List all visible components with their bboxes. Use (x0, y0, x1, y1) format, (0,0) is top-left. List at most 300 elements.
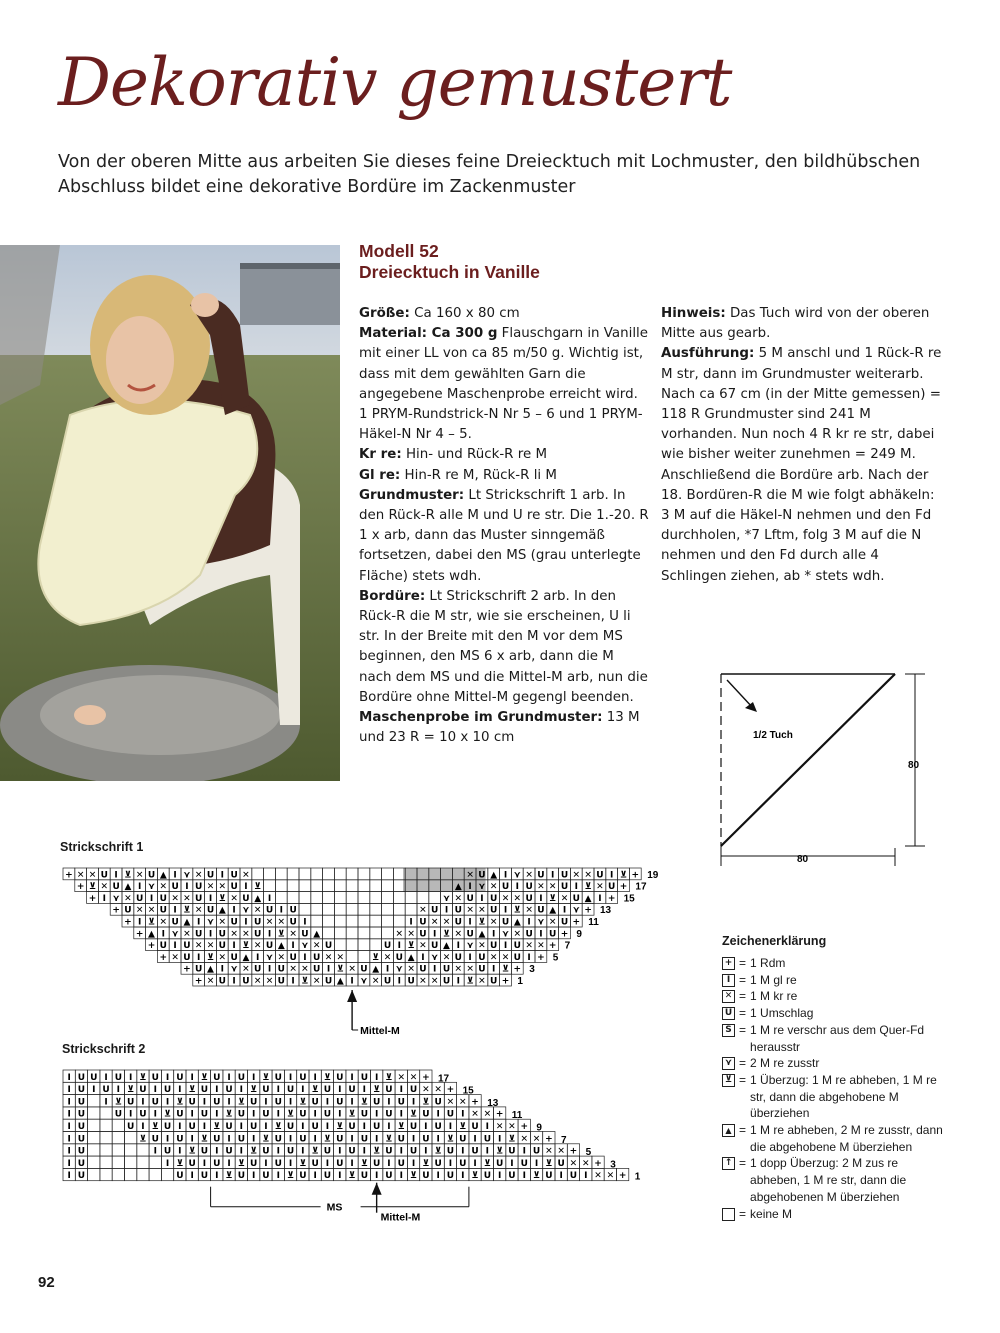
chart-symbol: U (557, 1158, 565, 1169)
chart-symbol: ⊻ (299, 1158, 307, 1169)
chart-cell (346, 939, 358, 951)
chart-symbol: U (360, 1134, 369, 1145)
chart-symbol: + (194, 976, 203, 987)
chart-symbol: U (501, 917, 510, 928)
chart-cell (299, 880, 311, 892)
chart-symbol: I (468, 917, 472, 928)
chart-symbol: ⊻ (262, 1134, 270, 1145)
chart-symbol: U (324, 941, 333, 952)
chart-symbol: U (419, 929, 427, 940)
chart-symbol: U (126, 1122, 135, 1132)
chart-symbol: U (286, 1122, 295, 1132)
ssk-symbol-icon: ⊻ (722, 1074, 735, 1087)
chart-symbol: U (100, 870, 108, 881)
chart-cell (112, 1132, 124, 1144)
chart-symbol: U (490, 941, 498, 952)
chart1-title: Strickschrift 1 (60, 840, 144, 854)
chart-symbol: U (195, 882, 203, 893)
row-number: 17 (635, 881, 647, 893)
chart-symbol: I (227, 1097, 231, 1108)
chart-symbol: U (151, 1097, 159, 1108)
chart-symbol: + (135, 929, 144, 940)
chart-symbol: U (385, 1109, 393, 1120)
chart-symbol: ✕ (596, 882, 604, 893)
chart-symbol: U (313, 952, 321, 963)
row-number: 17 (438, 1073, 450, 1085)
chart-symbol: ⊻ (397, 1122, 405, 1132)
chart-symbol: U (151, 1072, 159, 1083)
double-dec-symbol-icon: ↑ (722, 1157, 735, 1170)
chart-cell (334, 868, 346, 880)
chart-symbol: ✕ (206, 941, 215, 952)
chart-symbol: I (67, 1134, 71, 1145)
legend-item (722, 955, 947, 972)
chart-symbol: ✕ (301, 964, 309, 975)
chart-symbol: U (572, 893, 580, 904)
chart-symbol: U (124, 905, 132, 916)
chart-cell (370, 927, 382, 939)
chart-symbol: U (274, 1072, 282, 1083)
chart-symbol: I (215, 1109, 219, 1120)
equals-sign: = (739, 1056, 747, 1071)
chart-symbol: I (461, 1171, 465, 1182)
chart-symbol: + (88, 893, 97, 904)
chart-symbol: U (360, 1171, 369, 1182)
chart-symbol: U (218, 941, 226, 952)
chart-symbol: I (436, 1171, 440, 1182)
chart-cell (405, 903, 417, 915)
chart-symbol: I (288, 1097, 293, 1108)
shawl-schematic (705, 660, 945, 870)
chart-cell (311, 915, 323, 927)
chart-symbol: I (473, 1134, 477, 1145)
chart-symbol: U (409, 1146, 418, 1157)
chart-symbol: ✕ (265, 917, 274, 928)
chart-symbol: U (195, 893, 203, 904)
chart-symbol: + (607, 893, 616, 904)
chart-symbol: ⊻ (422, 1158, 430, 1169)
chart-symbol: U (336, 1097, 344, 1108)
chart-symbol: U (102, 1085, 110, 1096)
chart-symbol: U (159, 941, 167, 952)
chart-symbol: U (112, 882, 120, 893)
chart-cell (125, 1168, 137, 1180)
chart-symbol: I (313, 1072, 317, 1083)
chart-cell (311, 868, 323, 880)
chart-symbol: U (159, 905, 167, 916)
chart-symbol: U (336, 1158, 344, 1169)
chart-symbol: I (220, 870, 224, 881)
chart-symbol: U (545, 1171, 553, 1182)
chart-symbol: ✕ (501, 893, 510, 904)
chart-symbol: U (242, 893, 250, 904)
chart-symbol: U (532, 1146, 541, 1157)
chart-symbol: U (265, 941, 274, 952)
chart-symbol: I (461, 1146, 465, 1157)
legend-text: 1 dopp Überzug: 2 M zus re abheben, 1 M re str, dann die abgehobenen M überziehen (750, 1156, 907, 1204)
chart-symbol: I (598, 893, 602, 904)
chart-symbol: U (77, 1097, 86, 1108)
chart-symbol: U (77, 1085, 86, 1096)
sk2p-symbol-icon: ▲ (722, 1124, 735, 1137)
chart-symbol: I (264, 1158, 268, 1169)
chart-symbol: U (77, 1109, 86, 1120)
chart-symbol: U (139, 1085, 147, 1096)
chart-symbol: U (188, 1158, 196, 1169)
legend-text: 1 M kr re (750, 989, 798, 1004)
chart-cell (149, 1168, 161, 1180)
row-number: 3 (529, 964, 535, 976)
chart-symbol: ⊻ (262, 1072, 270, 1083)
legend (722, 955, 947, 1222)
legend-item (722, 1055, 947, 1072)
chart-symbol: I (104, 1072, 108, 1083)
chart-symbol: I (202, 1097, 207, 1108)
chart-cell (299, 892, 311, 904)
chart-symbol: I (325, 1097, 330, 1108)
chart-symbol: ⊻ (299, 1097, 307, 1108)
chart-symbol: U (431, 905, 439, 916)
chart-symbol: ▲ (277, 941, 285, 952)
chart-symbol: U (183, 952, 191, 963)
chart-cell (346, 892, 358, 904)
chart-symbol: U (230, 952, 238, 963)
chart-symbol: U (176, 1171, 184, 1182)
chart-symbol: U (348, 1146, 356, 1157)
chart-cell (161, 1168, 173, 1180)
chart-symbol: ✕ (348, 964, 356, 975)
chart-symbol: ⊻ (301, 976, 309, 987)
chart-symbol: ✕ (584, 870, 592, 881)
chart-symbol: I (584, 1171, 588, 1182)
chart-symbol: U (478, 870, 486, 881)
chart-symbol: I (411, 1134, 416, 1145)
twisted-symbol-icon: S (722, 1024, 735, 1037)
chart-symbol: U (249, 1097, 258, 1108)
chart-symbol: I (276, 1146, 280, 1157)
chart-symbol: I (350, 976, 354, 987)
chart-symbol: U (188, 1097, 196, 1108)
chart-symbol: ✕ (537, 941, 545, 952)
chart-symbol: ⊻ (360, 1097, 369, 1108)
chart-symbol: I (301, 1122, 305, 1132)
chart-symbol: ✕ (454, 893, 463, 904)
chart-symbol: ⊻ (237, 1158, 246, 1169)
chart-symbol: ⋎ (572, 905, 580, 916)
chart-symbol: ✕ (525, 941, 533, 952)
chart-symbol: I (251, 1072, 256, 1083)
chart-symbol: ✕ (336, 952, 345, 963)
chart-symbol: ✕ (548, 917, 557, 928)
chart-symbol: I (279, 905, 283, 916)
chart-cell (382, 915, 394, 927)
chart-symbol: ⊻ (311, 1085, 319, 1096)
chart-symbol: U (163, 1122, 172, 1132)
chart-symbol: ⊻ (409, 1109, 418, 1120)
legend-text: 1 M re verschr aus dem Quer-Fd herausstr (750, 1022, 925, 1054)
chart-symbol: U (286, 1085, 295, 1096)
chart-symbol: I (374, 1134, 379, 1145)
chart-symbol: U (254, 929, 262, 940)
chart-symbol: ⊻ (508, 1134, 516, 1145)
equals-sign: = (739, 989, 747, 1004)
chart-symbol: U (596, 870, 604, 881)
chart-symbol: I (527, 917, 531, 928)
chart-symbol: U (385, 1146, 393, 1157)
row-number: 7 (564, 940, 571, 952)
chart-symbol: ⊻ (409, 1171, 418, 1182)
chart-symbol: I (534, 1158, 539, 1169)
chart-symbol: ✕ (454, 929, 463, 940)
chart-symbol: ✕ (466, 964, 474, 975)
chart-symbol: U (77, 1146, 86, 1157)
chart-symbol: U (422, 1171, 430, 1182)
chart-symbol: I (138, 882, 142, 893)
chart-symbol: U (466, 929, 474, 940)
chart-symbol: I (288, 1134, 293, 1145)
chart-symbol: ⊻ (323, 1072, 332, 1083)
chart-symbol: I (374, 1171, 379, 1182)
k2tog-symbol-icon: ⋎ (722, 1057, 735, 1070)
chart-symbol: I (497, 1134, 502, 1145)
chart-symbol: U (230, 882, 238, 893)
chart-symbol: I (350, 1158, 354, 1169)
chart-symbol: I (562, 905, 567, 916)
chart-symbol: ▲ (478, 929, 486, 940)
chart-symbol: ✕ (194, 941, 203, 952)
chart-symbol: I (350, 1134, 354, 1145)
chart-symbol: U (200, 1085, 209, 1096)
chart-cell (264, 880, 276, 892)
chart-symbol: I (399, 1109, 403, 1120)
chart-symbol: U (471, 1122, 479, 1132)
chart-symbol: U (348, 1085, 356, 1096)
chart-symbol: ⋎ (537, 917, 545, 928)
chart-symbol: ⊻ (372, 1146, 381, 1157)
chart-symbol: I (350, 1097, 354, 1108)
chart-symbol: ⊻ (254, 882, 262, 893)
chart-cell (311, 903, 323, 915)
paragraph: Ausführung: 5 M anschl und 1 Rück-R re M str, dann im Grundmuster weiterarb. Nach ca 67 cm (in der Mitte gemessen) = 118 R Grundmuster sind 241 M vorhanden. Nun noch 4 R kr re str, dabei wie bisher weiter zunehmen = 249 M. Anschließend die Bordüre arb. Nach der 18. Bordüren-R die M wie folgt abhäkeln: 3 M auf die Häkel-N nehmen und den Fd durchholen, *7 Lftm, folg 3 M auf die N nehmen und den Fd durch alle 4 Schlingen ziehen, ab * stets wdh. (661, 346, 942, 584)
chart-symbol: ✕ (572, 870, 581, 881)
chart-symbol: ✕ (489, 952, 498, 963)
chart-symbol: U (230, 870, 238, 881)
chart-symbol: I (232, 976, 236, 987)
chart-symbol: I (239, 1122, 244, 1132)
chart-symbol: ✕ (194, 905, 203, 916)
chart-symbol: I (313, 1134, 317, 1145)
chart-symbol: I (202, 1158, 207, 1169)
chart-symbol: U (385, 1085, 393, 1096)
chart-symbol: I (338, 1109, 342, 1120)
chart-symbol: + (548, 941, 557, 952)
chart-symbol: U (525, 893, 533, 904)
chart-symbol: + (631, 870, 640, 881)
chart-symbol: + (471, 1097, 479, 1108)
chart-symbol: U (289, 905, 297, 916)
chart-symbol: ⊻ (237, 1097, 246, 1108)
row-number: 15 (623, 893, 635, 905)
chart-symbol: I (399, 1171, 403, 1182)
chart-symbol: I (178, 1122, 182, 1132)
chart-symbol: ✕ (230, 893, 238, 904)
chart-symbol: I (128, 1072, 133, 1083)
chart-symbol: + (76, 882, 85, 893)
chart-symbol: I (197, 952, 201, 963)
chart-symbol: U (434, 1158, 442, 1169)
chart-symbol: ✕ (520, 1134, 529, 1145)
chart-cell (417, 892, 429, 904)
chart-symbol: ✕ (513, 893, 522, 904)
paragraph: Material: Ca 300 g Flauschgarn in Vanille mit einer LL von ca 85 m/50 g. Wichtig ist, dass mit dem gewählten Garn die angegebene Maschenprobe erreicht wird. (359, 326, 648, 402)
chart-symbol: ✕ (277, 952, 286, 963)
chart-symbol: I (303, 952, 307, 963)
chart-symbol: + (619, 882, 628, 893)
chart-symbol: ✕ (466, 870, 474, 881)
equals-sign: = (739, 1072, 747, 1087)
chart-symbol: U (159, 893, 167, 904)
chart-symbol: U (569, 1171, 578, 1182)
chart-symbol: U (560, 882, 569, 893)
chart-symbol: ⊻ (311, 1146, 319, 1157)
chart-symbol: ✕ (88, 870, 97, 881)
chart-cell (287, 880, 299, 892)
chart-symbol: ✕ (446, 1097, 455, 1108)
chart-symbol: U (277, 964, 285, 975)
chart-symbol: ⊻ (274, 1122, 282, 1132)
chart-symbol: I (116, 1085, 121, 1096)
paragraph: Hinweis: Das Tuch wird von der oberen Mitte aus gearb. (661, 306, 930, 342)
chart-symbol: ⊻ (151, 1122, 159, 1132)
chart-symbol: ✕ (606, 1171, 615, 1182)
chart-cell (323, 892, 335, 904)
chart-symbol: U (323, 1171, 332, 1182)
chart-symbol: I (267, 929, 272, 940)
chart-symbol: U (501, 882, 510, 893)
chart-symbol: ⋎ (147, 882, 156, 893)
chart-symbol: I (197, 917, 201, 928)
chart-symbol: I (468, 882, 472, 893)
equals-sign: = (739, 972, 747, 987)
garter-symbol-icon: ✕ (722, 990, 735, 1003)
chart-symbol: ✕ (206, 882, 215, 893)
chart-symbol: ⋎ (501, 929, 510, 940)
chart-symbol: ✕ (478, 941, 486, 952)
no-stitch-symbol-icon (722, 1208, 735, 1221)
chart-symbol: ✕ (218, 917, 227, 928)
chart-cell (346, 951, 358, 963)
chart-symbol: ⊻ (545, 1158, 553, 1169)
chart-symbol: U (471, 1146, 479, 1157)
chart-symbol: ✕ (159, 917, 168, 928)
chart-symbol: ✕ (419, 941, 427, 952)
chart-symbol: ▲ (454, 882, 462, 893)
chart-symbol: I (173, 941, 177, 952)
chart-symbol: I (67, 1085, 71, 1096)
chart-symbol: ✕ (501, 952, 510, 963)
chart-symbol: U (336, 1072, 344, 1083)
chart-symbol: U (525, 929, 533, 940)
chart-symbol: ✕ (147, 905, 156, 916)
chart-symbol: ⊻ (584, 882, 592, 893)
chart-symbol: ⊻ (277, 929, 285, 940)
chart-symbol: I (397, 976, 401, 987)
chart-symbol: U (360, 1109, 369, 1120)
chart-symbol: + (560, 929, 569, 940)
chart-symbol: I (338, 1171, 342, 1182)
chart-symbol: I (178, 1146, 182, 1157)
chart-symbol: + (124, 917, 132, 928)
chart-symbol: I (448, 1122, 453, 1132)
chart-cell (112, 1168, 124, 1180)
chart-symbol: ✕ (407, 929, 415, 940)
row-number: 9 (536, 1122, 542, 1134)
chart-symbol: ▲ (124, 882, 132, 893)
chart-symbol: U (225, 1085, 233, 1096)
chart-symbol: ⊻ (336, 964, 344, 975)
chart-symbol: ⋎ (395, 964, 403, 975)
chart-symbol: ⊻ (249, 1146, 258, 1157)
chart-cell (88, 1119, 100, 1131)
chart-cell (334, 880, 346, 892)
chart-symbol: I (141, 1122, 145, 1132)
chart-symbol: U (176, 1134, 184, 1145)
chart-symbol: U (77, 1134, 86, 1145)
chart-symbol: U (372, 1158, 381, 1169)
chart-symbol: I (503, 870, 508, 881)
chart-symbol: U (454, 905, 462, 916)
chart-symbol: ✕ (532, 1134, 541, 1145)
chart-symbol: ✕ (466, 905, 474, 916)
equals-sign: = (739, 1156, 747, 1171)
chart-cell (346, 927, 358, 939)
chart-symbol: ▲ (218, 905, 226, 916)
chart-symbol: ▲ (336, 976, 344, 987)
chart-symbol: ⋎ (242, 905, 250, 916)
chart-symbol: I (102, 893, 106, 904)
chart-symbol: U (409, 1122, 418, 1132)
chart-symbol: U (525, 882, 533, 893)
chart-symbol: I (485, 1146, 490, 1157)
shape-width: 80 (797, 854, 809, 865)
chart-symbol: I (165, 1134, 170, 1145)
chart-cell (358, 903, 370, 915)
row-number: 15 (462, 1085, 474, 1097)
chart-cell (358, 868, 370, 880)
chart-symbol: U (218, 929, 226, 940)
chart-symbol: U (520, 1158, 528, 1169)
chart-symbol: I (161, 929, 165, 940)
chart-symbol: U (323, 1146, 332, 1157)
chart-symbol: U (195, 929, 203, 940)
chart-symbol: U (171, 917, 179, 928)
chart-cell (112, 1144, 124, 1156)
chart-cell (112, 1156, 124, 1168)
chart-symbol: ✕ (483, 1109, 492, 1120)
chart-symbol: ✕ (495, 1122, 504, 1132)
chart-symbol: ⊻ (471, 1171, 479, 1182)
chart-symbol: I (267, 964, 272, 975)
chart-symbol: I (264, 1097, 268, 1108)
chart-symbol: ✕ (253, 905, 262, 916)
chart-symbol: U (77, 1072, 86, 1083)
chart-symbol: U (446, 1146, 455, 1157)
chart-symbol: U (265, 905, 274, 916)
paragraph: Gl re: Hin-R re M, Rück-R li M (359, 467, 557, 483)
chart-symbol: ✕ (277, 917, 286, 928)
chart-symbol: I (492, 929, 496, 940)
chart-symbol: + (159, 952, 168, 963)
